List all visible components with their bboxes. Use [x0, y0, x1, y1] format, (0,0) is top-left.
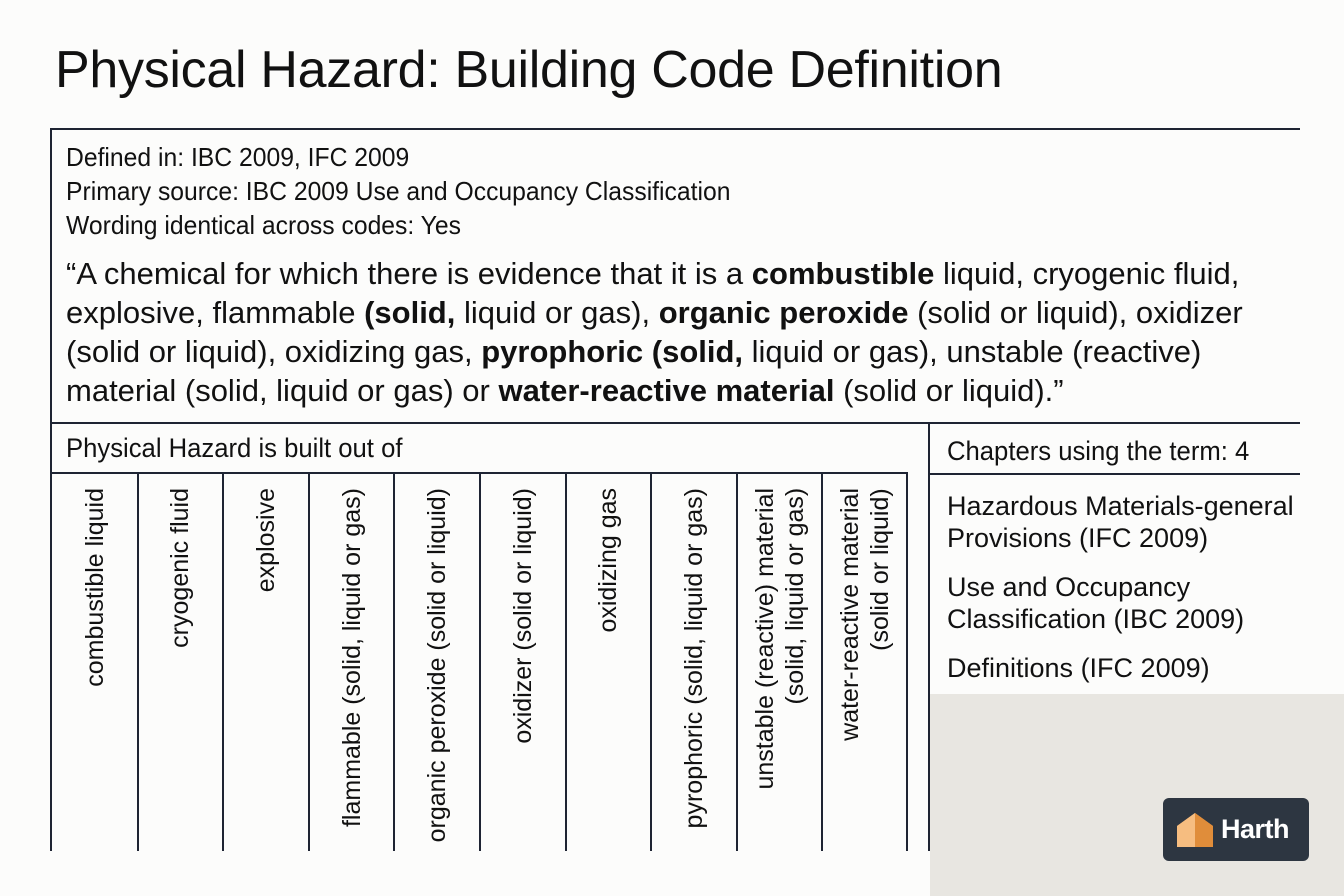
chapter-item[interactable]: Use and Occupancy Classification (IBC 2009): [947, 572, 1245, 634]
component-column[interactable]: [309, 474, 395, 850]
component-column[interactable]: [138, 474, 224, 850]
component-label: pyrophoric (solid, liquid or gas): [679, 488, 708, 829]
definition-text: (solid or liquid), oxidizer (solid or liquid), oxidizing gas,: [66, 295, 1243, 369]
component-column[interactable]: [822, 474, 908, 850]
column-divider: [736, 473, 738, 851]
component-column[interactable]: [651, 474, 737, 850]
definition-keyword: pyrophoric (solid,: [481, 334, 744, 369]
column-divider: [393, 473, 395, 851]
logo-text: Harth: [1221, 814, 1290, 844]
definition-keyword: combustible: [751, 256, 935, 291]
defined-in-text: Defined in: IBC 2009, IFC 2009: [66, 142, 410, 172]
definition-text: (solid or liquid).”: [834, 373, 1064, 408]
wording-identical-text: Wording identical across codes: Yes: [66, 210, 461, 240]
component-label: unstable (reactive) material (solid, liquid or gas): [750, 488, 809, 790]
definition-quote: [66, 254, 1298, 410]
component-label: oxidizer (solid or liquid): [508, 488, 537, 744]
chapters-count-label: Chapters using the term: 4: [947, 436, 1250, 466]
definition-text: liquid or gas), unstable (reactive) material (solid, liquid or gas) or: [66, 334, 1202, 408]
page-title: Physical Hazard: Building Code Definition: [55, 41, 1003, 99]
component-column[interactable]: [566, 474, 652, 850]
harth-logo[interactable]: [1163, 798, 1309, 861]
definition-text: “A chemical for which there is evidence that it is a: [66, 256, 752, 291]
component-column[interactable]: [223, 474, 309, 850]
chapter-item[interactable]: Hazardous Materials-general Provisions (IFC 2009): [947, 491, 1294, 553]
component-column[interactable]: [480, 474, 566, 850]
background-panel: [930, 694, 1344, 896]
definition-text: liquid, cryogenic fluid, explosive, flammable: [66, 256, 1240, 330]
component-label: water-reactive material (solid or liquid): [836, 488, 895, 741]
column-divider: [906, 473, 908, 851]
component-label: flammable (solid, liquid or gas): [337, 488, 366, 828]
column-divider: [222, 473, 224, 851]
built-out-of-label: Physical Hazard is built out of: [66, 433, 403, 463]
component-label: combustible liquid: [80, 488, 109, 687]
definition-keyword: (solid,: [364, 295, 456, 330]
definition-text: liquid or gas),: [455, 295, 659, 330]
column-divider: [479, 473, 481, 851]
component-label: oxidizing gas: [594, 488, 623, 633]
definition-keyword: organic peroxide: [658, 295, 909, 330]
chapter-item[interactable]: Definitions (IFC 2009): [947, 653, 1210, 683]
column-divider: [565, 473, 567, 851]
primary-source-text: Primary source: IBC 2009 Use and Occupancy Classification: [66, 176, 731, 206]
component-column[interactable]: [394, 474, 480, 850]
column-divider: [137, 473, 139, 851]
column-divider: [650, 473, 652, 851]
definition-keyword: water-reactive material: [498, 373, 835, 408]
divider: [930, 473, 1300, 475]
component-column[interactable]: [737, 474, 823, 850]
component-label: explosive: [251, 488, 280, 593]
component-label: cryogenic fluid: [166, 488, 195, 648]
harth-house-icon: [1175, 811, 1215, 849]
column-divider: [308, 473, 310, 851]
column-divider: [821, 473, 823, 851]
component-label: organic peroxide (solid or liquid): [423, 488, 452, 843]
component-column[interactable]: [52, 474, 138, 850]
